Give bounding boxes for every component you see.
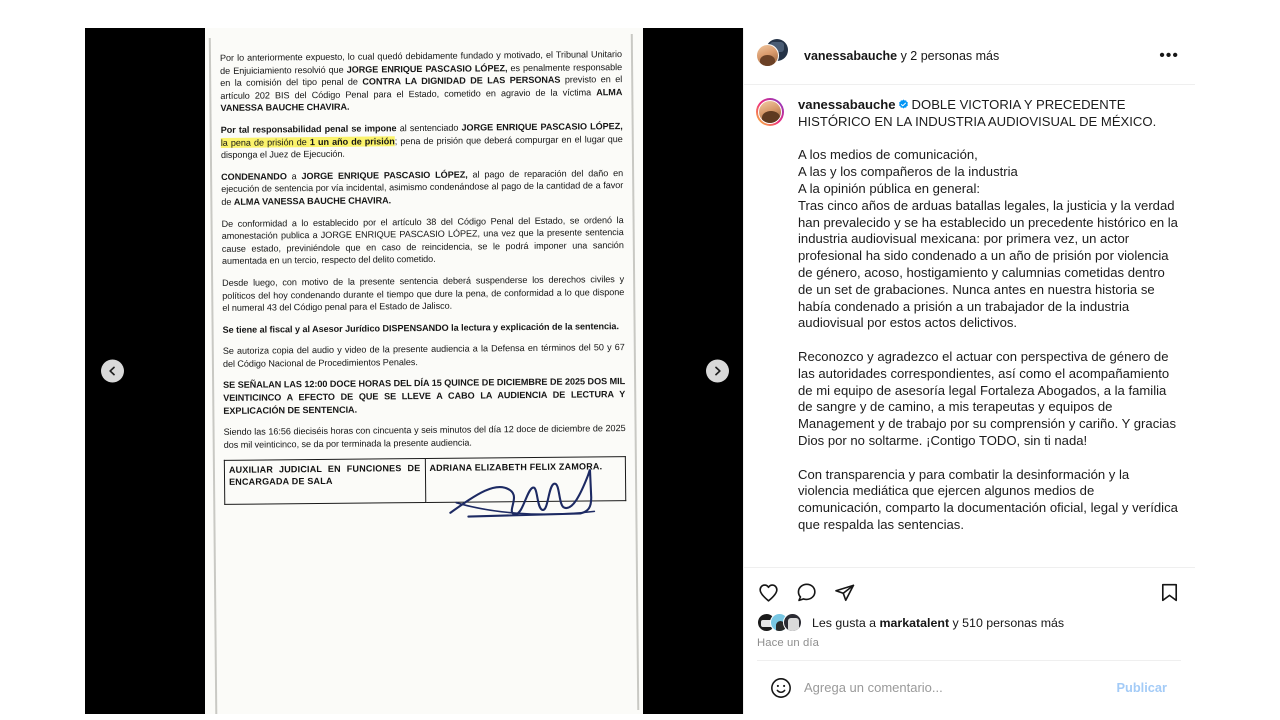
- document-body-text: [220, 48, 626, 451]
- bookmark-icon: [1158, 581, 1181, 604]
- likes-suffix: y 510 personas más: [949, 616, 1065, 630]
- post-author-username[interactable]: vanessabauche: [804, 49, 898, 63]
- like-button[interactable]: [757, 581, 780, 604]
- caption-paragraphs: [798, 147, 1181, 533]
- post-collab-suffix: y 2 personas más: [897, 49, 1000, 63]
- post-header: [744, 28, 1195, 85]
- caption-row: [756, 97, 1181, 534]
- caption-paragraph-2: Reconozco y agradezco el actuar con perspectiva de género de las autoridades correspondientes, así como el acompañamiento de mi equipo de asesoría legal Fortaleza Abogados, a la familia de sangre y de camino, a mis terapeutas y equipos de Management y de trabajo por su comprensión y cariño. Y gracias Dios por no soltarme. ¡Contigo TODO, sin ti nada!: [798, 348, 1176, 448]
- caption-username[interactable]: vanessabauche: [798, 97, 896, 112]
- post-sidebar: [743, 28, 1195, 714]
- document-paragraph-7: Se autoriza copia del audio y video de la presente audiencia a la Defensa en términos del 50 y 67 del Código Nacional de Procedimientos Penales.: [222, 342, 625, 369]
- likes-account[interactable]: markatalent: [879, 616, 950, 630]
- document-right-margin-rule: [631, 34, 639, 710]
- carousel-prev-button[interactable]: [101, 360, 124, 383]
- comment-button[interactable]: [795, 581, 818, 604]
- caption-body: [798, 97, 1181, 534]
- post-caption-region: [744, 85, 1195, 567]
- document-left-margin-rule: [209, 38, 217, 714]
- document-image: [205, 28, 643, 714]
- post-media-pane[interactable]: [85, 28, 743, 714]
- likes-summary: [757, 613, 1181, 633]
- emoji-smiley-icon: [770, 677, 792, 699]
- post-author-line: [804, 49, 1157, 63]
- post-timestamp: Hace un día: [757, 637, 820, 649]
- collab-avatar-group[interactable]: [756, 41, 792, 71]
- signature-name-cell: [425, 457, 626, 503]
- comment-input[interactable]: [804, 680, 1107, 695]
- signature-table: [224, 457, 626, 506]
- likes-text: [812, 616, 1064, 630]
- post-options-button[interactable]: •••: [1159, 47, 1179, 64]
- document-paragraph-3: CONDENANDO a JORGE ENRIQUE PASCASIO LÓPEZ, al pago de reparación del daño en ejecución de sentencia por vía incidental, asimismo condenándose al pago de la cantidad de a favor de ALMA VANESSA BAUCHE CHAVIRA.: [221, 167, 624, 207]
- instagram-post: [85, 28, 1195, 714]
- caption-avatar[interactable]: [756, 98, 784, 126]
- avatar-primary: [756, 44, 779, 67]
- publish-comment-button[interactable]: Publicar: [1116, 680, 1167, 695]
- comment-composer: [757, 660, 1181, 714]
- save-button[interactable]: [1158, 581, 1181, 604]
- caption-headline: DOBLE VICTORIA Y PRECEDENTE HISTÓRICO EN LA INDUSTRIA AUDIOVISUAL DE MÉXICO.: [798, 97, 1157, 129]
- liker-avatars: [757, 613, 805, 633]
- caption-paragraph-1: A los medios de comunicación, A las y los compañeros de la industria A la opinión pública en general: Tras cinco años de arduas batallas legales, la justicia y la verdad han prevalecido y se ha establecido un precedente histórico en la industria audiovisual mexicana: por primera vez, un actor profesional ha sido condenado a un año de prisión por violencia de género, acoso, hostigamiento y calumnias cometidas dentro de un set de grabaciones. Nunca antes en nuestra historia se había condenado a prisión a un trabajador de la industria audiovisual por estos actos delictivos.: [798, 147, 1178, 331]
- caption-paragraph-3: Con transparencia y para combatir la desinformación y la violencia mediática que ejercen algunos medios de comunicación, comparto la documentación oficial, legal y verídica que respalda las sentencias.: [798, 466, 1178, 532]
- signature-role-cell: AUXILIAR JUDICIAL EN FUNCIONES DE ENCARGADA DE SALA: [224, 459, 425, 505]
- action-icon-row: [757, 577, 1181, 607]
- verified-badge-icon: [898, 99, 909, 110]
- document-paragraph-9: Siendo las 16:56 dieciséis horas con cincuenta y seis minutos del día 12 doce de diciembre de 2025 dos mil veinticinco, se da por terminada la presente audiencia.: [223, 423, 626, 450]
- emoji-picker-button[interactable]: [770, 677, 792, 699]
- signature-name-text: ADRIANA ELIZABETH FELIX ZAMORA.: [429, 461, 603, 474]
- heart-icon: [757, 581, 780, 604]
- share-paper-plane-icon: [833, 581, 856, 604]
- document-paragraph-8: SE SEÑALAN LAS 12:00 DOCE HORAS DEL DÍA 15 QUINCE DE DICIEMBRE DE 2025 DOS MIL VEINTICINCO A EFECTO DE QUE SE LLEVE A CABO LA AUDIENCIA DE LECTURA Y EXPLICACIÓN DE SENTENCIA.: [223, 376, 626, 416]
- comment-bubble-icon: [795, 581, 818, 604]
- likes-prefix: Les gusta a: [812, 616, 880, 630]
- document-paragraph-2: Por tal responsabilidad penal se impone al sentenciado JORGE ENRIQUE PASCASIO LÓPEZ, la pena de prisión de 1 un año de prisión; pena de prisión que deberá compurgar en el lugar que disponga el Juez de Ejecución.: [220, 121, 623, 161]
- share-button[interactable]: [833, 581, 856, 604]
- post-actions: [744, 567, 1195, 714]
- chevron-left-icon: [108, 367, 117, 376]
- document-paragraph-6: Se tiene al fiscal y al Asesor Jurídico DISPENSANDO la lectura y explicación de la sentencia.: [222, 320, 619, 335]
- document-paragraph-5: Desde luego, con motivo de la presente sentencia deberá suspenderse los derechos civiles y políticos del hoy condenando durante el tiempo que dure la pena, de conformidad a lo que dispone el numeral 43 del Código penal para el Estado de Jalisco.: [222, 273, 625, 314]
- handwritten-signature-icon: [447, 468, 597, 521]
- document-paragraph-4: De conformidad a lo establecido por el artículo 38 del Código Penal del Estado, se ordenó la amonestación publica a JORGE ENRIQUE PASCASIO LÓPEZ, una vez que la presente sentencia cause estado, previniéndole que en caso de reincidencia, se le podrá imponer una sanción aumentada en un tercio, respecto del delito cometido.: [221, 214, 624, 267]
- liker-avatar-3: [783, 613, 802, 632]
- chevron-right-icon: [713, 367, 722, 376]
- carousel-next-button[interactable]: [706, 360, 729, 383]
- document-paragraph-1: Por lo anteriormente expuesto, lo cual quedó debidamente fundado y motivado, el Tribunal Unitario de Enjuiciamiento resolvió que JORGE ENRIQUE PASCASIO LÓPEZ, es penalmente responsable en la comisión del tipo penal de CONTRA LA DIGNIDAD DE LAS PERSONAS previsto en el artículo 202 BIS del Código Penal para el Estado, cometido en agravio de la víctima ALMA VANESSA BAUCHE CHAVIRA.: [219, 49, 623, 114]
